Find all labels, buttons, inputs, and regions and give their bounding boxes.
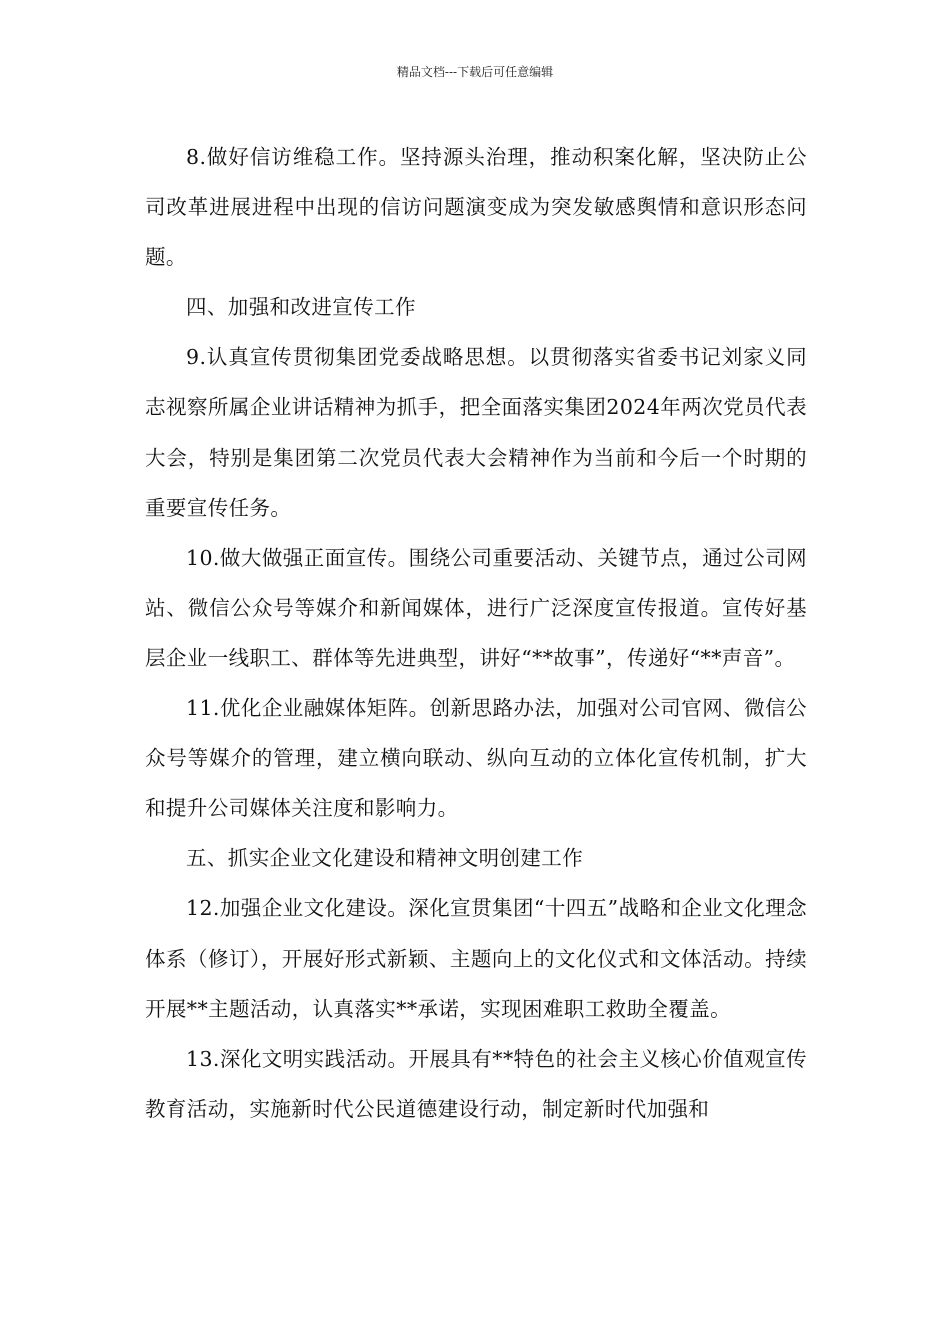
document-body xyxy=(145,132,807,1134)
paragraph-item-10: 10.做大做强正面宣传。围绕公司重要活动、关键节点，通过公司网站、微信公众号等媒介和新闻媒体，进行广泛深度宣传报道。宣传好基层企业一线职工、群体等先进典型，讲好“**故事”，传递好“**声音”。 xyxy=(145,545,807,670)
section-heading-4: 四、加强和改进宣传工作 xyxy=(186,295,416,320)
paragraph-item-13: 13.深化文明实践活动。开展具有**特色的社会主义核心价值观宣传教育活动，实施新时代公民道德建设行动，制定新时代加强和 xyxy=(145,1046,807,1121)
paragraph-item-11: 11.优化企业融媒体矩阵。创新思路办法，加强对公司官网、微信公众号等媒介的管理，建立横向联动、纵向互动的立体化宣传机制，扩大和提升公司媒体关注度和影响力。 xyxy=(145,696,807,821)
paragraph-item-8: 8.做好信访维稳工作。坚持源头治理，推动积案化解，坚决防止公司改革进展进程中出现的信访问题演变成为突发敏感舆情和意识形态问题。 xyxy=(145,145,807,270)
paragraph-item-9: 9.认真宣传贯彻集团党委战略思想。以贯彻落实省委书记刘家义同志视察所属企业讲话精神为抓手，把全面落实集团2024年两次党员代表大会，特别是集团第二次党员代表大会精神作为当前和今后一个时期的重要宣传任务。 xyxy=(145,345,807,520)
paragraph-item-12: 12.加强企业文化建设。深化宣贯集团“十四五”战略和企业文化理念体系（修订），开展好形式新颖、主题向上的文化仪式和文体活动。持续开展**主题活动，认真落实**承诺，实现困难职工救助全覆盖。 xyxy=(145,896,807,1021)
section-heading-5: 五、抓实企业文化建设和精神文明创建工作 xyxy=(186,846,584,871)
page-header: 精品文档---下载后可任意编辑 xyxy=(396,65,554,79)
